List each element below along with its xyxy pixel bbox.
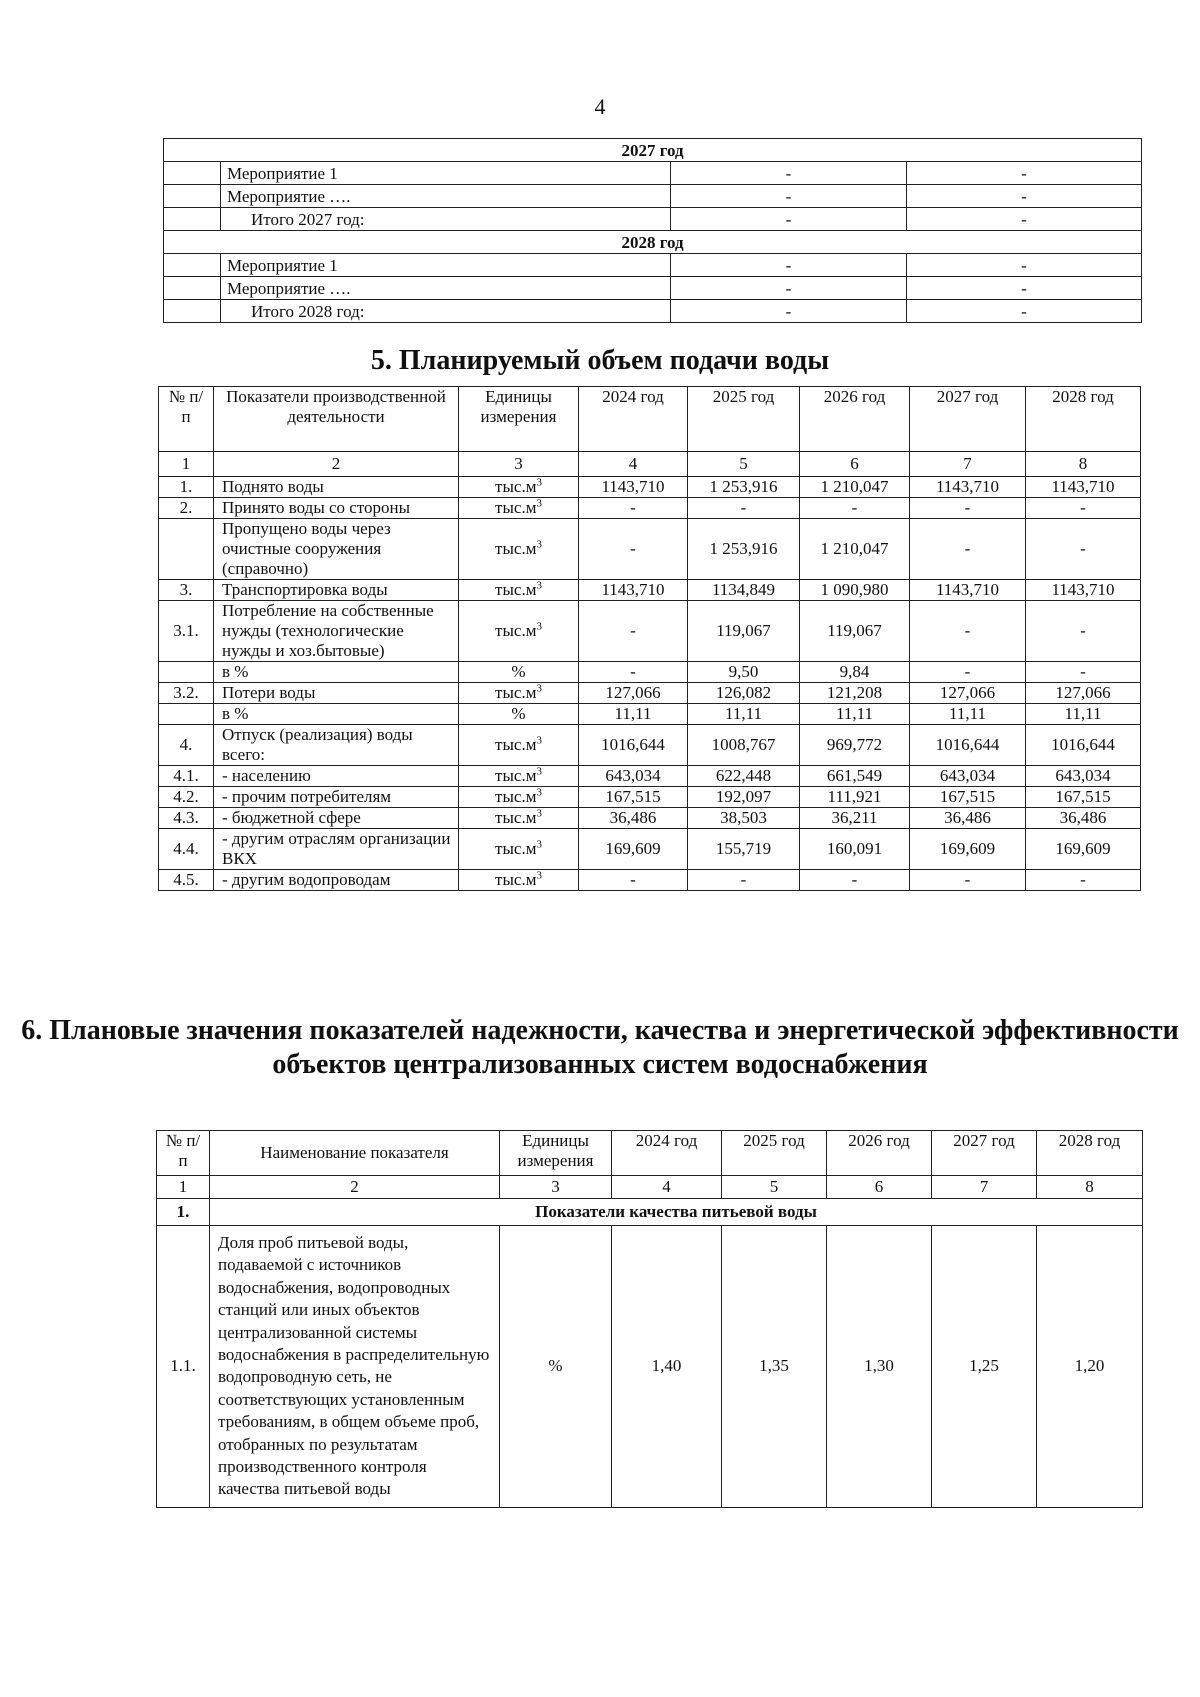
value-cell: 169,609 [579, 829, 688, 870]
section-6-title: 6. Плановые значения показателей надежности, качества и энергетической эффективности объектов централизованных систем водоснабжения [21, 1015, 1179, 1080]
indicator-row [159, 601, 1141, 662]
value-cell: 169,609 [910, 829, 1026, 870]
unit-text: тыс.м [495, 735, 537, 754]
row-number: 3.1. [159, 601, 214, 662]
row-number [159, 704, 214, 725]
column-number: 1 [157, 1176, 210, 1199]
indicator-name: в % [214, 662, 459, 683]
column-number: 8 [1037, 1176, 1143, 1199]
value-cell: 643,034 [1026, 766, 1141, 787]
value-cell: 1,20 [1037, 1226, 1143, 1508]
value-cell: 11,11 [910, 704, 1026, 725]
header-cell: 2026 год [827, 1131, 932, 1176]
unit-text: тыс.м [495, 580, 537, 599]
indicator-row [159, 580, 1141, 601]
unit-cell [459, 683, 579, 704]
value-cell: 11,11 [579, 704, 688, 725]
event-value: - [671, 254, 907, 277]
value-cell: 127,066 [1026, 683, 1141, 704]
indicator-row [159, 870, 1141, 891]
indicator-name: Принято воды со стороны [214, 498, 459, 519]
unit-cell [459, 580, 579, 601]
header-cell: 2026 год [800, 387, 910, 452]
column-number: 5 [722, 1176, 827, 1199]
events-table [163, 138, 1142, 323]
indicator-name: Потери воды [214, 683, 459, 704]
row-number: 4.5. [159, 870, 214, 891]
value-cell: - [688, 498, 800, 519]
indicator-row [159, 662, 1141, 683]
value-cell: - [579, 601, 688, 662]
column-number: 7 [932, 1176, 1037, 1199]
indicator-row [159, 766, 1141, 787]
value-cell: 643,034 [579, 766, 688, 787]
value-cell: 1016,644 [1026, 725, 1141, 766]
row-number: 4.1. [159, 766, 214, 787]
value-cell: 169,609 [1026, 829, 1141, 870]
indicator-name: - другим водопроводам [214, 870, 459, 891]
unit-text: тыс.м [495, 766, 537, 785]
unit-text: тыс.м [495, 808, 537, 827]
indicator-row [159, 829, 1141, 870]
event-name: Мероприятие 1 [221, 254, 671, 277]
value-cell: 1 253,916 [688, 477, 800, 498]
unit-superscript: 3 [536, 579, 542, 592]
value-cell: 127,066 [579, 683, 688, 704]
unit-superscript: 3 [536, 476, 542, 489]
event-name: Мероприятие …. [221, 277, 671, 300]
event-number [164, 254, 221, 277]
row-number: 4.3. [159, 808, 214, 829]
indicator-row [159, 519, 1141, 580]
value-cell: 36,486 [910, 808, 1026, 829]
event-row [164, 208, 1142, 231]
value-cell: 119,067 [688, 601, 800, 662]
column-number: 3 [459, 452, 579, 477]
column-number: 2 [214, 452, 459, 477]
value-cell: 167,515 [910, 787, 1026, 808]
group-number: 1. [157, 1199, 210, 1226]
value-cell: 1,30 [827, 1226, 932, 1508]
value-cell: 11,11 [800, 704, 910, 725]
indicator-row [159, 477, 1141, 498]
header-cell: Показатели производственной деятельности [214, 387, 459, 452]
unit-cell [459, 787, 579, 808]
row-number: 3.2. [159, 683, 214, 704]
header-cell: Единицы измерения [459, 387, 579, 452]
value-cell: - [1026, 498, 1141, 519]
value-cell: 155,719 [688, 829, 800, 870]
reliability-indicators-table [156, 1130, 1143, 1508]
value-cell: 36,211 [800, 808, 910, 829]
indicator-name: - бюджетной сфере [214, 808, 459, 829]
unit-superscript: 3 [536, 765, 542, 778]
indicator-name: - прочим потребителям [214, 787, 459, 808]
value-cell: 11,11 [1026, 704, 1141, 725]
event-number [164, 300, 221, 323]
value-cell: 622,448 [688, 766, 800, 787]
indicator-row [157, 1226, 1143, 1508]
indicator-name: Транспортировка воды [214, 580, 459, 601]
event-value: - [907, 185, 1142, 208]
column-number: 5 [688, 452, 800, 477]
event-number [164, 277, 221, 300]
header-cell: 2028 год [1026, 387, 1141, 452]
value-cell: 1143,710 [1026, 477, 1141, 498]
value-cell: 1 210,047 [800, 477, 910, 498]
unit-superscript: 3 [536, 869, 542, 882]
unit-cell [459, 601, 579, 662]
value-cell: 1008,767 [688, 725, 800, 766]
unit-cell [459, 519, 579, 580]
value-cell: 160,091 [800, 829, 910, 870]
indicator-name: Отпуск (реализация) воды всего: [214, 725, 459, 766]
value-cell: 9,50 [688, 662, 800, 683]
event-value: - [907, 254, 1142, 277]
event-name: Итого 2027 год: [221, 208, 671, 231]
header-cell: 2027 год [910, 387, 1026, 452]
unit-superscript: 3 [536, 786, 542, 799]
header-cell: 2027 год [932, 1131, 1037, 1176]
event-value: - [907, 162, 1142, 185]
value-cell: 1,25 [932, 1226, 1037, 1508]
value-cell: 1143,710 [910, 477, 1026, 498]
row-number: 1. [159, 477, 214, 498]
value-cell: 1143,710 [579, 477, 688, 498]
unit-cell [459, 662, 579, 683]
column-number: 4 [612, 1176, 722, 1199]
unit-cell [459, 808, 579, 829]
indicator-name: в % [214, 704, 459, 725]
value-cell: - [910, 519, 1026, 580]
value-cell: - [910, 498, 1026, 519]
section-5-title: 5. Планируемый объем подачи воды [370, 345, 830, 376]
year-label: 2027 год [164, 139, 1142, 162]
value-cell: 1 210,047 [800, 519, 910, 580]
column-number: 7 [910, 452, 1026, 477]
row-number: 4.2. [159, 787, 214, 808]
event-row [164, 185, 1142, 208]
header-cell: 2024 год [612, 1131, 722, 1176]
unit-superscript: 3 [536, 807, 542, 820]
unit-superscript: 3 [536, 838, 542, 851]
unit-superscript: 3 [536, 734, 542, 747]
column-number: 3 [500, 1176, 612, 1199]
column-number: 2 [210, 1176, 500, 1199]
unit-text: тыс.м [495, 477, 537, 496]
event-name: Итого 2028 год: [221, 300, 671, 323]
event-value: - [907, 300, 1142, 323]
value-cell: - [579, 519, 688, 580]
row-number: 4.4. [159, 829, 214, 870]
row-number: 3. [159, 580, 214, 601]
indicator-row [159, 725, 1141, 766]
value-cell: 1016,644 [579, 725, 688, 766]
event-value: - [671, 208, 907, 231]
value-cell: 1134,849 [688, 580, 800, 601]
event-value: - [907, 277, 1142, 300]
page-number: 4 [594, 94, 606, 119]
value-cell: - [579, 662, 688, 683]
indicator-row [159, 704, 1141, 725]
value-cell: 1,40 [612, 1226, 722, 1508]
group-name: Показатели качества питьевой воды [210, 1199, 1143, 1226]
unit-cell [459, 766, 579, 787]
value-cell: - [910, 870, 1026, 891]
year-label: 2028 год [164, 231, 1142, 254]
unit-cell [459, 477, 579, 498]
value-cell: 1 090,980 [800, 580, 910, 601]
unit-cell [459, 725, 579, 766]
event-value: - [671, 185, 907, 208]
row-number: 1.1. [157, 1226, 210, 1508]
event-number [164, 185, 221, 208]
unit-text: тыс.м [495, 839, 537, 858]
event-row [164, 277, 1142, 300]
value-cell: 36,486 [1026, 808, 1141, 829]
column-number: 4 [579, 452, 688, 477]
unit-text: % [511, 662, 526, 681]
indicator-name: - населению [214, 766, 459, 787]
unit-text: тыс.м [495, 539, 537, 558]
column-number: 1 [159, 452, 214, 477]
header-cell: 2024 год [579, 387, 688, 452]
header-cell: 2025 год [722, 1131, 827, 1176]
event-name: Мероприятие …. [221, 185, 671, 208]
event-number [164, 162, 221, 185]
value-cell: 1 253,916 [688, 519, 800, 580]
header-cell: Наименование показателя [210, 1131, 500, 1176]
header-row [159, 387, 1141, 452]
unit-text: тыс.м [495, 498, 537, 517]
value-cell: - [1026, 662, 1141, 683]
value-cell: 121,208 [800, 683, 910, 704]
event-row [164, 254, 1142, 277]
column-number: 6 [800, 452, 910, 477]
value-cell: 1143,710 [1026, 580, 1141, 601]
unit-cell [459, 704, 579, 725]
indicator-row [159, 498, 1141, 519]
header-cell: 2028 год [1037, 1131, 1143, 1176]
value-cell: 192,097 [688, 787, 800, 808]
value-cell: 643,034 [910, 766, 1026, 787]
header-cell: 2025 год [688, 387, 800, 452]
value-cell: 9,84 [800, 662, 910, 683]
header-cell: № п/п [157, 1131, 210, 1176]
indicator-name: Потребление на собственные нужды (технологические нужды и хоз.бытовые) [214, 601, 459, 662]
header-cell: № п/п [159, 387, 214, 452]
row-number: 2. [159, 498, 214, 519]
value-cell: - [1026, 870, 1141, 891]
unit-text: % [511, 704, 526, 723]
unit-text: тыс.м [495, 787, 537, 806]
indicator-name: Поднято воды [214, 477, 459, 498]
value-cell: - [910, 601, 1026, 662]
indicator-name: - другим отраслям организации ВКХ [214, 829, 459, 870]
value-cell: 1016,644 [910, 725, 1026, 766]
value-cell: 127,066 [910, 683, 1026, 704]
event-value: - [671, 300, 907, 323]
column-number: 6 [827, 1176, 932, 1199]
value-cell: - [1026, 601, 1141, 662]
column-number-row [157, 1176, 1143, 1199]
unit-cell: % [500, 1226, 612, 1508]
event-number [164, 208, 221, 231]
unit-superscript: 3 [536, 682, 542, 695]
value-cell: - [800, 870, 910, 891]
value-cell: 1143,710 [579, 580, 688, 601]
indicator-row [159, 808, 1141, 829]
value-cell: 111,921 [800, 787, 910, 808]
unit-superscript: 3 [536, 538, 542, 551]
unit-cell [459, 829, 579, 870]
value-cell: 38,503 [688, 808, 800, 829]
value-cell: 661,549 [800, 766, 910, 787]
event-name: Мероприятие 1 [221, 162, 671, 185]
value-cell: - [579, 498, 688, 519]
column-number: 8 [1026, 452, 1141, 477]
unit-text: тыс.м [495, 621, 537, 640]
event-row [164, 300, 1142, 323]
indicator-name: Доля проб питьевой воды, подаваемой с источников водоснабжения, водопроводных станций или иных объектов централизованной системы водоснабжения в распределительную водопроводную сеть, не соответствующих установленным требованиям, в общем объеме проб, отобранных по результатам производственного контроля качества питьевой воды [210, 1226, 500, 1508]
value-cell: - [1026, 519, 1141, 580]
water-supply-table [158, 386, 1141, 891]
value-cell: 167,515 [1026, 787, 1141, 808]
value-cell: - [800, 498, 910, 519]
year-header-row [164, 231, 1142, 254]
indicator-row [159, 787, 1141, 808]
event-row [164, 162, 1142, 185]
unit-superscript: 3 [536, 497, 542, 510]
value-cell: 969,772 [800, 725, 910, 766]
value-cell: - [688, 870, 800, 891]
year-header-row [164, 139, 1142, 162]
value-cell: 167,515 [579, 787, 688, 808]
value-cell: 1143,710 [910, 580, 1026, 601]
value-cell: 119,067 [800, 601, 910, 662]
value-cell: - [579, 870, 688, 891]
event-value: - [671, 277, 907, 300]
unit-cell [459, 498, 579, 519]
unit-cell [459, 870, 579, 891]
row-number [159, 662, 214, 683]
value-cell: 126,082 [688, 683, 800, 704]
event-value: - [671, 162, 907, 185]
value-cell: 1,35 [722, 1226, 827, 1508]
value-cell: - [910, 662, 1026, 683]
header-cell: Единицы измерения [500, 1131, 612, 1176]
event-value: - [907, 208, 1142, 231]
row-number: 4. [159, 725, 214, 766]
unit-superscript: 3 [536, 620, 542, 633]
value-cell: 11,11 [688, 704, 800, 725]
unit-text: тыс.м [495, 870, 537, 889]
column-number-row [159, 452, 1141, 477]
row-number [159, 519, 214, 580]
value-cell: 36,486 [579, 808, 688, 829]
header-row [157, 1131, 1143, 1176]
unit-text: тыс.м [495, 683, 537, 702]
indicator-name: Пропущено воды через очистные сооружения (справочно) [214, 519, 459, 580]
group-row [157, 1199, 1143, 1226]
indicator-row [159, 683, 1141, 704]
